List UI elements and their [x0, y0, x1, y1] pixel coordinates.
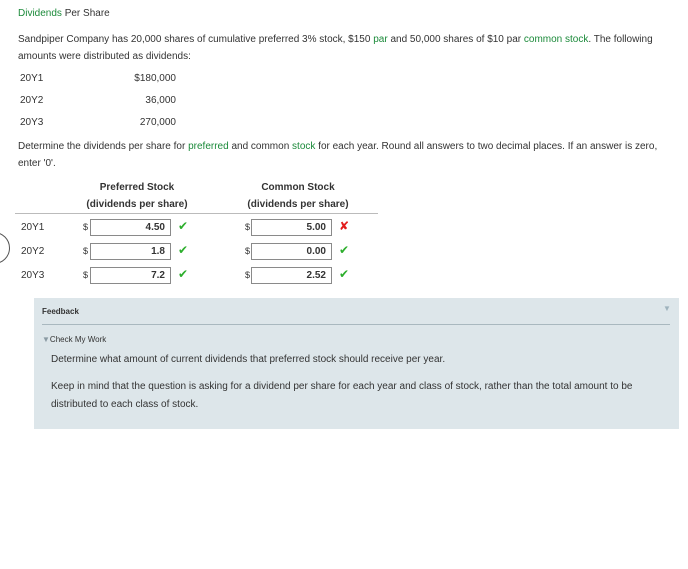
- distribution-amount: $180,000: [134, 73, 176, 84]
- check-icon: ✔: [339, 243, 350, 257]
- problem-text-3: . The following amounts were distributed as dividends:: [18, 34, 653, 62]
- dollar-sign: $: [245, 222, 251, 232]
- preferred-header-line2: (dividends per share): [86, 199, 188, 210]
- row-year-label: 20Y1: [21, 222, 45, 233]
- feedback-divider: [42, 324, 670, 325]
- step-indicator-circle: [0, 232, 10, 264]
- preferred-dps-input-20y1[interactable]: 4.50: [90, 219, 171, 236]
- check-icon: ✔: [178, 267, 189, 281]
- instructions-text-1: Determine the dividends per share for: [18, 141, 189, 152]
- feedback-hint-2: Keep in mind that the question is asking for a dividend per share for each year and class of stock, rather than the total amount to be distributed to each class of stock.: [51, 381, 633, 410]
- problem-text-1: Sandpiper Company has 20,000 shares of cumulative preferred 3% stock, $150: [18, 34, 374, 45]
- instructions-text-2: and common: [228, 141, 293, 152]
- distribution-year: 20Y3: [20, 117, 44, 128]
- feedback-title: Feedback: [42, 307, 79, 316]
- common-stock-link[interactable]: common stock: [523, 34, 589, 45]
- x-icon: ✘: [339, 219, 350, 233]
- distribution-amount: 36,000: [145, 95, 176, 106]
- distribution-year: 20Y1: [20, 73, 44, 84]
- preferred-dps-input-20y2[interactable]: 1.8: [90, 243, 171, 260]
- collapse-triangle-icon[interactable]: ▼: [663, 304, 671, 313]
- common-stock-header: [218, 179, 378, 213]
- dollar-sign: $: [83, 222, 89, 232]
- check-icon: ✔: [178, 243, 189, 257]
- par-link[interactable]: par: [373, 34, 388, 45]
- check-icon: ✔: [339, 267, 350, 281]
- preferred-link[interactable]: preferred: [188, 141, 229, 152]
- check-my-work-toggle[interactable]: [42, 335, 106, 344]
- common-dps-input-20y3[interactable]: 2.52: [251, 267, 332, 284]
- preferred-dps-input-20y3[interactable]: 7.2: [90, 267, 171, 284]
- common-header-line2: (dividends per share): [247, 199, 349, 210]
- dollar-sign: $: [245, 246, 251, 256]
- dollar-sign: $: [83, 246, 89, 256]
- problem-text-2: and 50,000 shares of $10 par: [387, 34, 524, 45]
- page-title: [18, 8, 110, 19]
- preferred-header-line1: Preferred Stock: [99, 182, 175, 193]
- row-year-label: 20Y2: [21, 246, 45, 257]
- check-icon: ✔: [178, 219, 189, 233]
- distribution-year: 20Y2: [20, 95, 44, 106]
- stock-link[interactable]: stock: [292, 141, 316, 152]
- instructions-text-3: for each year. Round all answers to two decimal places. If an answer is zero, enter '0'.: [18, 141, 658, 169]
- expand-triangle-icon: ▼: [42, 335, 50, 344]
- header-divider: [15, 213, 378, 214]
- instructions-text: [18, 138, 668, 172]
- common-header-line1: Common Stock: [261, 182, 335, 193]
- common-dps-input-20y2[interactable]: 0.00: [251, 243, 332, 260]
- dividends-link[interactable]: Dividends: [18, 8, 62, 19]
- dollar-sign: $: [83, 270, 89, 280]
- distribution-amount: 270,000: [139, 117, 176, 128]
- title-rest: Per Share: [61, 8, 110, 19]
- common-dps-input-20y1[interactable]: 5.00: [251, 219, 332, 236]
- feedback-hint-1: Determine what amount of current dividends that preferred stock should receive per year.: [51, 354, 446, 365]
- preferred-stock-header: [57, 179, 217, 213]
- problem-text: [18, 31, 673, 65]
- row-year-label: 20Y3: [21, 270, 45, 281]
- check-my-work-label: Check My Work: [49, 335, 107, 344]
- dollar-sign: $: [245, 270, 251, 280]
